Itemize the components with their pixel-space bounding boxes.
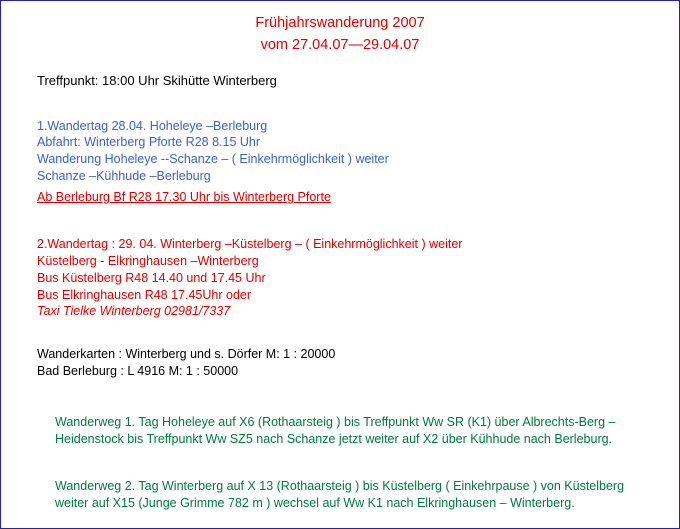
maps-section (37, 346, 665, 380)
title-line-2: vom 27.04.07—29.04.07 (260, 36, 420, 53)
day2-bus-1: Bus Küstelberg R48 14.40 und 17.45 Uhr (37, 270, 266, 285)
maps-line-2: Bad Berleburg : L 4916 M: 1 : 50000 (37, 364, 239, 379)
day2-taxi: Taxi Tielke Winterberg 02981/7337 (37, 304, 231, 319)
route-description-2: Wanderweg 2. Tag Winterberg auf X 13 (Rothaarsteig ) bis Küstelberg ( Einkehrpause ) von Küstelberg weiter auf X15 (Junge Grimme 782 m ) wechsel auf Ww K1 nach Elkringhausen – Winterberg. (55, 478, 625, 510)
day2-line-2: Küstelberg - Elkringhausen –Winterberg (37, 253, 259, 268)
maps-line-1: Wanderkarten : Winterberg und s. Dörfer M: 1 : 20000 (37, 347, 336, 362)
day1-departure: Abfahrt: Winterberg Pforte R28 8.15 Uhr (37, 135, 261, 150)
document-body (1, 1, 679, 512)
day1-return-note: Ab Berleburg Bf R28 17.30 Uhr bis Winterberg Pforte (37, 190, 331, 204)
day1-section (37, 118, 665, 206)
route-description-1: Wanderweg 1. Tag Hoheleye auf X6 (Rothaarsteig ) bis Treffpunkt Ww SR (K1) über Albrechts-Berg – Heidenstock bis Treffpunkt Ww SZ5 nach Schanze jetzt weiter auf X2 über Kühhude nach Berleburg. (55, 415, 616, 446)
day2-section (37, 236, 665, 320)
routes-section (55, 414, 665, 512)
day1-hike-line-1: Wanderung Hoheleye --Schanze – ( Einkehrmöglichkeit ) weiter (37, 152, 389, 167)
day1-hike-line-2: Schanze –Kühhude –Berleburg (37, 169, 211, 184)
document-title (15, 13, 665, 57)
day2-bus-2: Bus Elkringhausen R48 17.45Uhr oder (37, 287, 252, 302)
title-line-1: Frühjahrswanderung 2007 (255, 15, 425, 31)
day2-heading: 2.Wandertag : 29. 04. Winterberg –Küstelberg – ( Einkehrmöglichkeit ) weiter (37, 236, 463, 251)
meeting-point-text: Treffpunkt: 18:00 Uhr Skihütte Winterberg (37, 72, 277, 88)
day1-heading: 1.Wandertag 28.04. Hoheleye –Berleburg (37, 118, 268, 133)
